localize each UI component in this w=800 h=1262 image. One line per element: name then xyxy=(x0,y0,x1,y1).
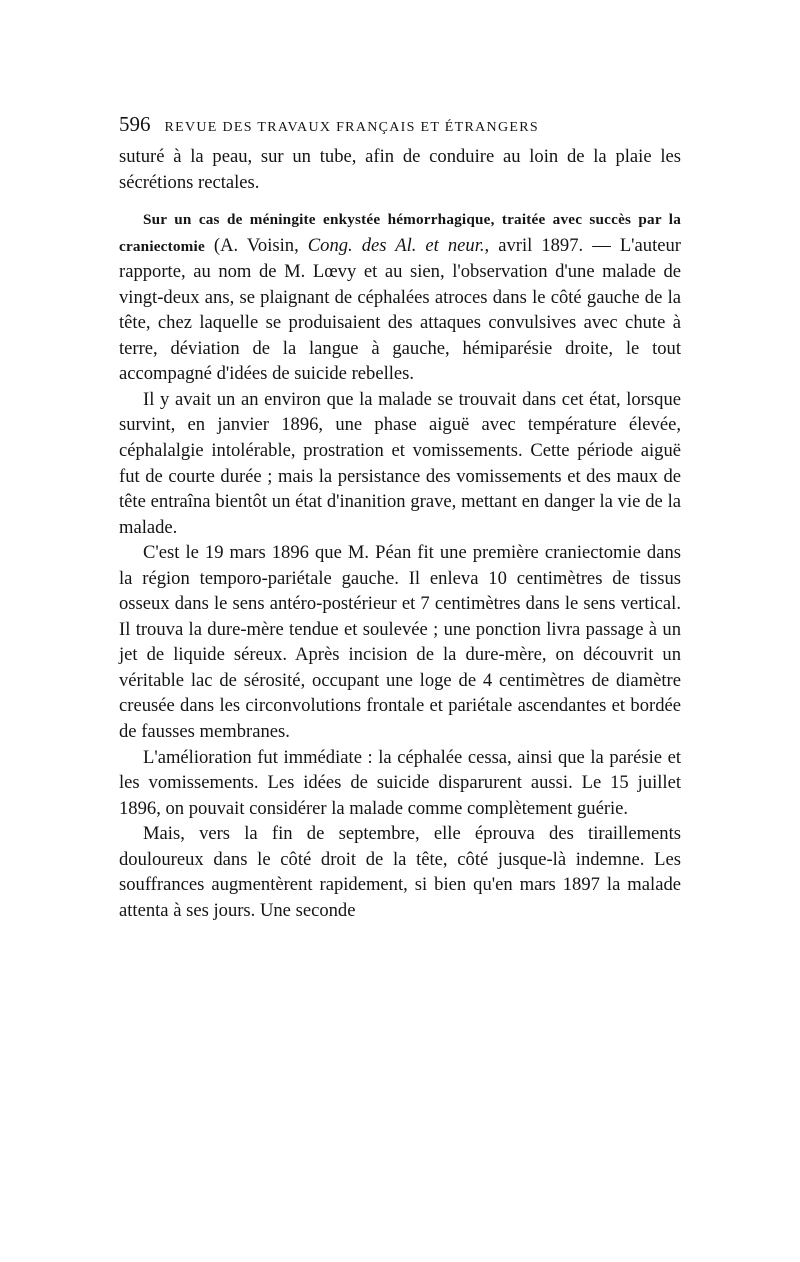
paragraph: Il y avait un an environ que la malade se trouvait dans cet état, lorsque survint, en janvier 1896, une phase aiguë avec température élevée, céphalalgie intolérable, prostration et vomissements. Cette période aiguë fut de courte durée ; mais la persistance des vomissements et des maux de tête entraîna bientôt un état d'inanition grave, mettant en danger la vie de la malade. xyxy=(119,388,681,538)
article-journal: Cong. des Al. et neur. xyxy=(307,234,485,256)
running-header xyxy=(119,112,681,144)
article-paragraph xyxy=(119,206,681,387)
paragraph: C'est le 19 mars 1896 que M. Péan fit une première craniectomie dans la région temporo-pariétale gauche. Il enleva 10 centimètres de tissus osseux dans le sens antéro-postérieur et 7 centimètres dans le sens vertical. Il trouva la dure-mère tendue et soulevée ; une ponction livra passage à un jet de liquide séreux. Après incision de la dure-mère, on découvrit un véritable lac de sérosité, occupant une loge de 4 centimètres de diamètre creusée dans les circonvolutions frontale et pariétale ascendantes et bordée de fausses membranes. xyxy=(119,542,681,743)
continued-paragraph: suturé à la peau, sur un tube, afin de conduire au loin de la plaie les sécrétions rectales. xyxy=(119,146,681,193)
paragraph: Mais, vers la fin de septembre, elle éprouva des tiraillements douloureux dans le côté droit de la tête, côté jusque-là indemne. Les souffrances augmentèrent rapidement, si bien qu'en mars 1897 la malade attenta à ses jours. Une seconde xyxy=(119,823,681,921)
paragraph: L'amélioration fut immédiate : la céphalée cessa, ainsi que la parésie et les vomissements. Les idées de suicide disparurent aussi. Le 15 juillet 1896, on pouvait considérer la malade comme complètement guérie. xyxy=(119,746,681,819)
body-text xyxy=(119,144,681,923)
article-author: (A. Voisin, xyxy=(204,234,308,256)
running-title: REVUE DES TRAVAUX FRANÇAIS ET ÉTRANGERS xyxy=(164,120,539,135)
page-number: 596 xyxy=(119,112,151,136)
article-text: , avril 1897. — L'auteur rapporte, au nom de M. Lœvy et au sien, l'observation d'une malade de vingt-deux ans, se plaignant de céphalées atroces dans le côté gauche de la tête, chez laquelle se produisaient des attaques convulsives avec chute à terre, déviation de la langue à gauche, hémiparésie droite, le tout accompagné d'idées de suicide rebelles. xyxy=(119,234,681,385)
page-content xyxy=(119,112,681,923)
article-title: Sur un cas de méningite enkystée hémorrhagique, traitée avec succès par la craniectomie xyxy=(119,211,681,255)
